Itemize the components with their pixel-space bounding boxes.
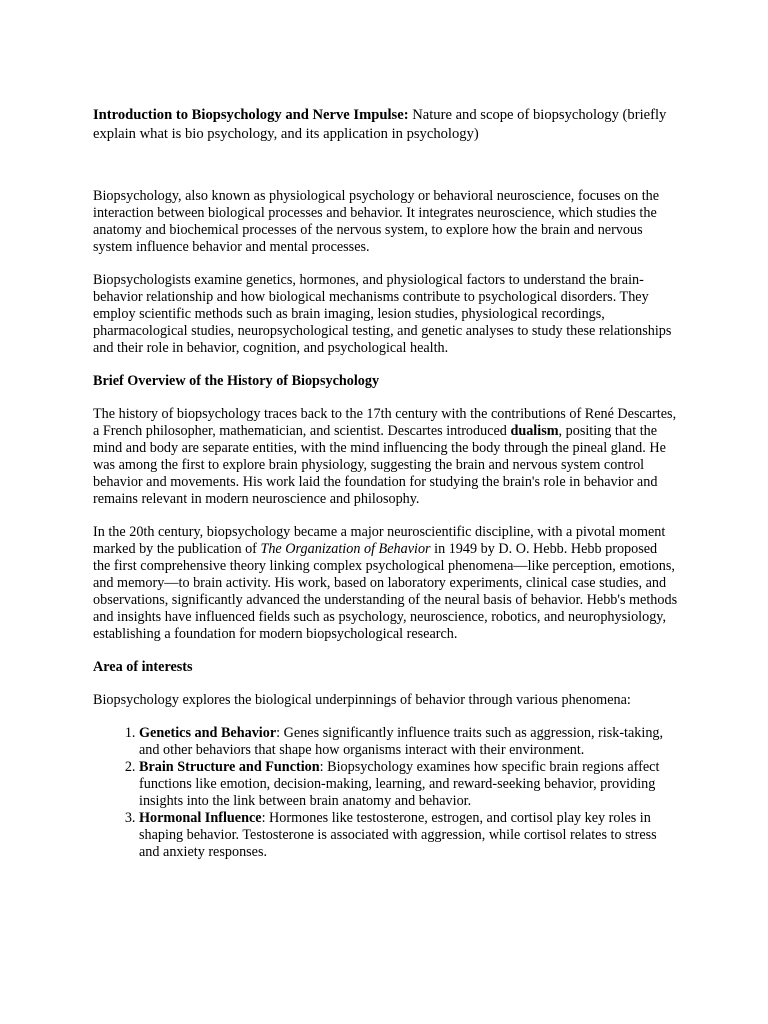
- list-item: [139, 810, 678, 861]
- paragraph-history-descartes: [93, 406, 678, 508]
- history-heading: Brief Overview of the History of Biopsychology: [93, 373, 380, 389]
- paragraph-methods: Biopsychologists examine genetics, hormones, and physiological factors to understand the brain-behavior relationship and how biological mechanisms contribute to psychological disorders. They employ scientific methods such as brain imaging, lesion studies, physiological recordings, pharmacological studies, neuropsychological testing, and genetic analyses to study these relationships and their role in behavior, cognition, and psychological health.: [93, 272, 672, 356]
- interests-list: [93, 725, 678, 861]
- list-item-text: : Biopsychology examines how specific brain regions affect functions like emotion, decision-making, learning, and reward-seeking behavior, providing insights into the link between brain anatomy and behavior.: [139, 759, 660, 809]
- book-title: The Organization of Behavior: [260, 541, 431, 557]
- paragraph-history-hebb: [93, 524, 678, 643]
- list-item: [139, 759, 678, 810]
- intro-subtitle: Nature and scope of biopsychology (briefly explain what is bio psychology, and its application in psychology): [93, 107, 667, 142]
- list-item-term: Brain Structure and Function: [139, 759, 320, 775]
- descartes-text-start: The history of biopsychology traces back to the 17th century with the contributions of René Descartes, a French philosopher, mathematician, and scientist. Descartes introduced: [93, 406, 677, 439]
- descartes-text-end: , positing that the mind and body are separate entities, with the mind influencing the body through the pineal gland. He was among the first to explore brain physiology, suggesting the brain and nervous system control behavior and movements. His work laid the foundation for studying the brain's role in behavior and remains relevant in modern neuroscience and philosophy.: [93, 423, 666, 507]
- paragraph-definition: Biopsychology, also known as physiological psychology or behavioral neuroscience, focuses on the interaction between biological processes and behavior. It integrates neuroscience, which studies the anatomy and biochemical processes of the nervous system, to explore how the brain and nervous system influence behavior and mental processes.: [93, 188, 660, 255]
- list-item-term: Genetics and Behavior: [139, 725, 277, 741]
- interests-intro: Biopsychology explores the biological underpinnings of behavior through various phenomena:: [93, 692, 631, 708]
- document-page: [93, 106, 678, 861]
- intro-title: Introduction to Biopsychology and Nerve Impulse:: [93, 107, 409, 123]
- list-item-text: : Hormones like testosterone, estrogen, and cortisol play key roles in shaping behavior. Testosterone is associated with aggression, while cortisol relates to stress and anxiety responses.: [139, 810, 657, 860]
- list-item: [139, 725, 678, 759]
- list-item-term: Hormonal Influence: [139, 810, 262, 826]
- dualism-term: dualism: [510, 423, 559, 439]
- hebb-text-start: In the 20th century, biopsychology became a major neuroscientific discipline, with a pivotal moment marked by the publication of: [93, 524, 666, 557]
- intro-heading: [93, 106, 678, 144]
- list-item-text: : Genes significantly influence traits such as aggression, risk-taking, and other behaviors that shape how organisms interact with their environment.: [139, 725, 664, 758]
- interests-heading: Area of interests: [93, 659, 193, 675]
- hebb-text-end: in 1949 by D. O. Hebb. Hebb proposed the first comprehensive theory linking complex psychological phenomena—like perception, emotions, and memory—to brain activity. His work, based on laboratory experiments, clinical case studies, and observations, significantly advanced the understanding of the neural basis of behavior. Hebb's methods and insights have influenced fields such as psychology, neuroscience, robotics, and neurophysiology, establishing a foundation for modern biopsychological research.: [93, 541, 678, 642]
